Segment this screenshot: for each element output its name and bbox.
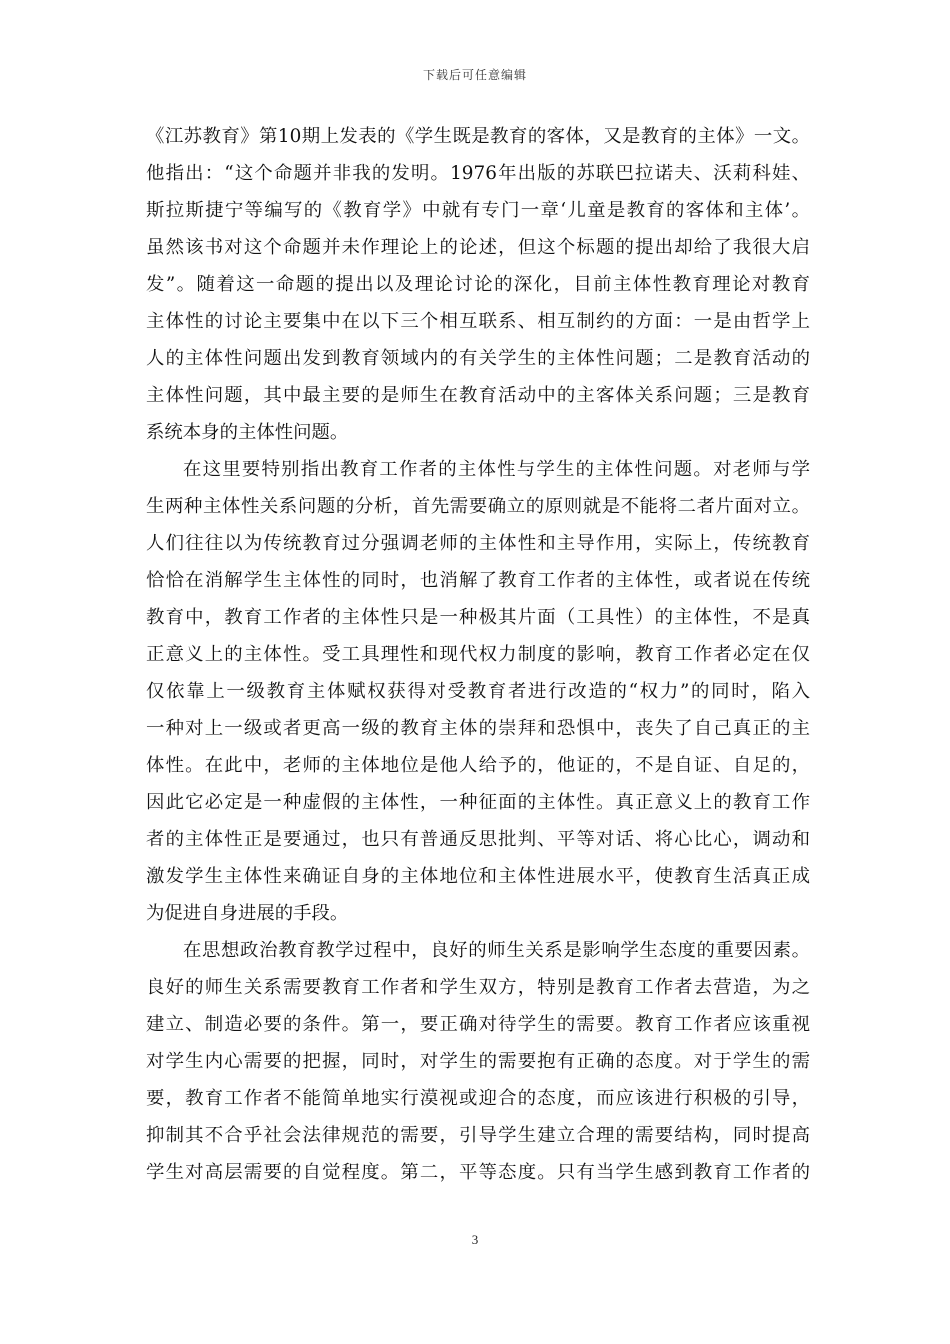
page-header: 下载后可任意编辑	[422, 68, 527, 82]
text-line: 因此它必定是一种虚假的主体性，一种征面的主体性。真正意义上的教育工作	[146, 792, 810, 813]
paragraph	[146, 932, 810, 1191]
text-line: 为促进自身进展的手段。	[146, 903, 349, 924]
text-line: 教育中，教育工作者的主体性只是一种极其片面（工具性）的主体性，不是真	[146, 607, 810, 628]
text-line: 发”。随着这一命题的提出以及理论讨论的深化，目前主体性教育理论对教育	[146, 274, 810, 295]
text-line: 主体性问题，其中最主要的是师生在教育活动中的主客体关系问题；三是教育	[146, 385, 810, 406]
text-line: 建立、制造必要的条件。第一，要正确对待学生的需要。教育工作者应该重视	[146, 1014, 810, 1035]
text-line: 激发学生主体性来确证自身的主体地位和主体性进展水平，使教育生活真正成	[146, 866, 810, 887]
document-body	[146, 118, 810, 1191]
text-line: 体性。在此中，老师的主体地位是他人给予的，他证的，不是自证、自足的，	[146, 755, 810, 776]
text-line: 在这里要特别指出教育工作者的主体性与学生的主体性问题。对老师与学	[183, 459, 810, 480]
text-line: 对学生内心需要的把握，同时，对学生的需要抱有正确的态度。对于学生的需	[146, 1051, 810, 1072]
text-line: 他指出：“这个命题并非我的发明。1976年出版的苏联巴拉诺夫、沃莉科娃、	[146, 163, 810, 184]
text-line: 仅依靠上一级教育主体赋权获得对受教育者进行改造的“权力”的同时，陷入	[146, 681, 810, 702]
text-line: 人的主体性问题出发到教育领域内的有关学生的主体性问题；二是教育活动的	[146, 348, 810, 369]
text-line: 虽然该书对这个命题并未作理论上的论述，但这个标题的提出却给了我很大启	[146, 237, 810, 258]
text-line: 抑制其不合乎社会法律规范的需要，引导学生建立合理的需要结构，同时提高	[146, 1125, 810, 1146]
text-line: 正意义上的主体性。受工具理性和现代权力制度的影响，教育工作者必定在仅	[146, 644, 810, 665]
paragraph	[146, 118, 810, 451]
text-line: 斯拉斯捷宁等编写的《教育学》中就有专门一章‘儿童是教育的客体和主体’。	[146, 200, 810, 221]
text-line: 一种对上一级或者更高一级的教育主体的崇拜和恐惧中，丧失了自己真正的主	[146, 718, 810, 739]
text-line: 学生对高层需要的自觉程度。第二，平等态度。只有当学生感到教育工作者的	[146, 1162, 810, 1183]
page-number: 3	[471, 1232, 479, 1247]
text-line: 良好的师生关系需要教育工作者和学生双方，特别是教育工作者去营造，为之	[146, 977, 810, 998]
paragraph	[146, 451, 810, 932]
text-line: 要，教育工作者不能简单地实行漠视或迎合的态度，而应该进行积极的引导，	[146, 1088, 810, 1109]
text-line: 系统本身的主体性问题。	[146, 422, 349, 443]
text-line: 者的主体性正是要通过，也只有普通反思批判、平等对话、将心比心，调动和	[146, 829, 810, 850]
text-line: 《江苏教育》第10期上发表的《学生既是教育的客体，又是教育的主体》一文。	[146, 126, 810, 147]
text-line: 生两种主体性关系问题的分析，首先需要确立的原则就是不能将二者片面对立。	[146, 496, 810, 517]
text-line: 主体性的讨论主要集中在以下三个相互联系、相互制约的方面：一是由哲学上	[146, 311, 810, 332]
text-line: 在思想政治教育教学过程中，良好的师生关系是影响学生态度的重要因素。	[183, 940, 810, 961]
text-line: 人们往往以为传统教育过分强调老师的主体性和主导作用，实际上，传统教育	[146, 533, 810, 554]
text-line: 恰恰在消解学生主体性的同时，也消解了教育工作者的主体性，或者说在传统	[146, 570, 810, 591]
